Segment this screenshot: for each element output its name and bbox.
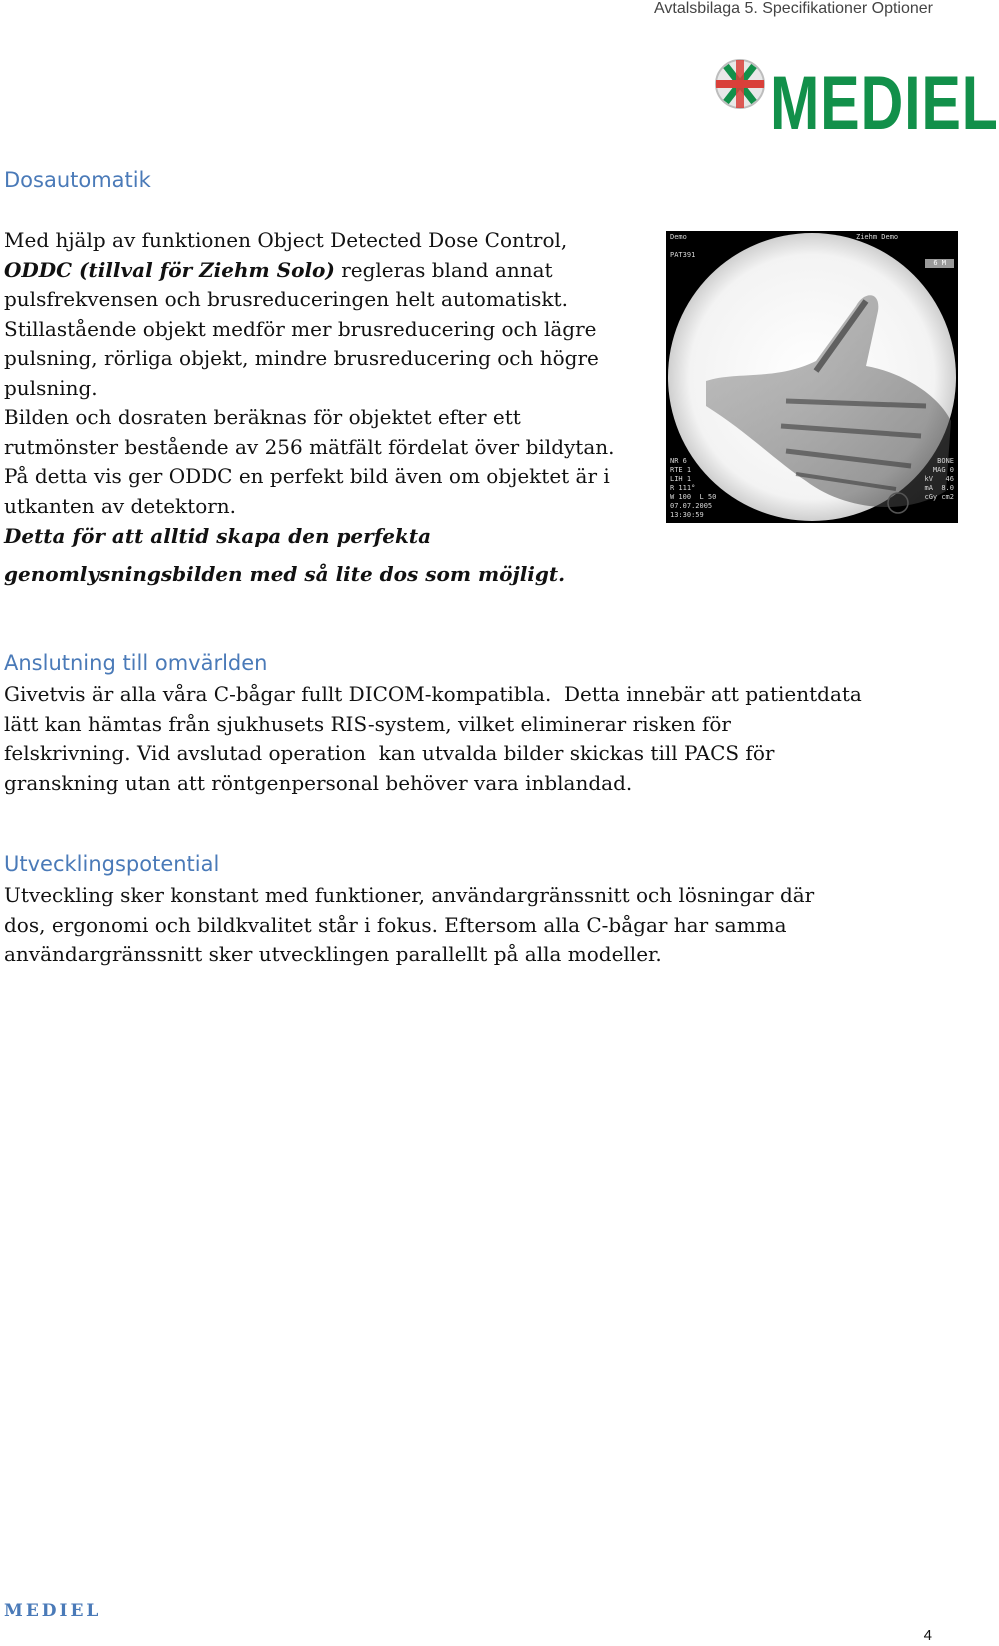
document-header-note: Avtalsbilaga 5. Specifikationer Optioner bbox=[654, 0, 933, 17]
section-heading-anslutning: Anslutning till omvärlden bbox=[4, 651, 268, 675]
xray-hand-image bbox=[666, 231, 958, 523]
xray-overlay-title: Ziehm Demo bbox=[856, 233, 899, 241]
page-number: 4 bbox=[923, 1627, 932, 1644]
emphasis-line: Detta för att alltid skapa den perfekta bbox=[4, 524, 432, 548]
paragraph-line: Givetvis är alla våra C-bågar fullt DICOM-kompatibla. Detta innebär att patientdata bbox=[4, 682, 862, 706]
anslutning-text bbox=[4, 680, 862, 798]
paragraph-fragment: regleras bland annat bbox=[334, 257, 553, 282]
xray-overlay-top-left: Demo PAT391 bbox=[670, 233, 696, 259]
section-heading-utvecklingspotential: Utvecklingspotential bbox=[4, 852, 220, 876]
paragraph-line: pulsning, rörliga objekt, mindre brusreducering och högre bbox=[4, 346, 599, 370]
paragraph-line bbox=[4, 256, 615, 286]
paragraph-line: lätt kan hämtas från sjukhusets RIS-system, vilket eliminerar risken för bbox=[4, 711, 731, 736]
xray-overlay-bottom-left: NR 6 RTE 1 LIH 1 R 111° W 100 L 50 07.07.2005 13:30:59 bbox=[670, 457, 717, 519]
xray-overlay-bottom-right: BONE MAG 0 kV 46 mA 8.0 cGy cm2 bbox=[924, 457, 954, 501]
xray-badge: 6 M bbox=[925, 259, 954, 268]
paragraph-line: På detta vis ger ODDC en perfekt bild även om objektet är i bbox=[4, 464, 610, 488]
paragraph-line: felskrivning. Vid avslutad operation kan utvalda bilder skickas till PACS för bbox=[4, 741, 775, 765]
footer-brand: MEDIEL bbox=[4, 1601, 102, 1621]
paragraph-line: Stillastående objekt medför mer brusreducering och lägre bbox=[4, 316, 597, 341]
paragraph-line: granskning utan att röntgenpersonal behöver vara inblandad. bbox=[4, 770, 633, 795]
utveckling-text bbox=[4, 881, 814, 970]
paragraph-line: Utveckling sker konstant med funktioner, användargränssnitt och lösningar där bbox=[4, 883, 815, 907]
paragraph-line: pulsning. bbox=[4, 375, 98, 400]
paragraph-line: rutmönster bestående av 256 mätfält fördelat över bildytan. bbox=[4, 434, 615, 459]
paragraph-line: Bilden och dosraten beräknas för objektet efter ett bbox=[4, 405, 521, 429]
paragraph-line: Med hjälp av funktionen Object Detected Dose Control, bbox=[4, 228, 568, 252]
oddc-option-note: ODDC (tillval för Ziehm Solo) bbox=[4, 257, 335, 282]
dosautomatik-text bbox=[4, 226, 615, 521]
section-heading-dosautomatik: Dosautomatik bbox=[4, 168, 151, 192]
mediel-logo bbox=[712, 52, 999, 148]
paragraph-line: dos, ergonomi och bildkvalitet står i fokus. Eftersom alla C-bågar har samma bbox=[4, 912, 787, 937]
logo-wordmark: MEDIEL bbox=[770, 61, 999, 146]
paragraph-line: utkanten av detektorn. bbox=[4, 493, 237, 518]
paragraph-line: användargränssnitt sker utvecklingen parallellt på alla modeller. bbox=[4, 942, 662, 966]
emphasis-line: genomlysningsbilden med så lite dos som möjligt. bbox=[4, 562, 566, 586]
logo-emblem-icon bbox=[712, 54, 768, 114]
paragraph-line: pulsfrekvensen och brusreduceringen helt automatiskt. bbox=[4, 287, 568, 311]
